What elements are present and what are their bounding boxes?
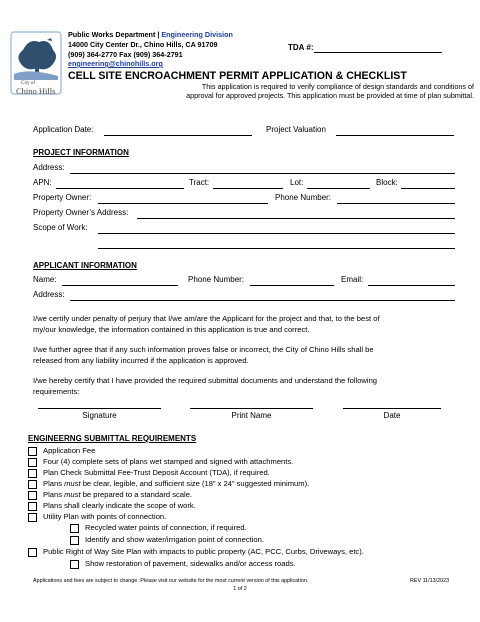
division-name: Engineering Division [161,30,233,39]
req-subitem-water-connection[interactable] [70,535,264,545]
logo-big-text: Chino Hills [16,86,56,96]
certify-paragraph-1 [33,314,453,335]
checkbox[interactable] [70,524,79,533]
page-title: CELL SITE ENCROACHMENT PERMIT APPLICATION & CHECKLIST [68,70,407,82]
req-item-utility-plan[interactable] [28,512,166,522]
project-valuation-label: Project Valuation [266,125,326,134]
req-label: Utility Plan with points of connection. [43,512,167,521]
date-label: Date [383,411,401,420]
applicant-phone-field[interactable] [250,285,334,286]
dept-line [68,30,233,39]
applicant-email-label: Email: [341,275,364,284]
checkbox[interactable] [70,560,79,569]
req-item-plan-sets[interactable] [28,457,293,467]
checkbox[interactable] [28,502,37,511]
certify-paragraph-3 [33,376,453,397]
req-item-application-fee[interactable] [28,446,95,456]
req-label: Identify and show water/irrigation point of connection. [85,535,264,544]
project-valuation-field[interactable] [336,135,454,136]
apn-field[interactable] [56,188,184,189]
dept-email-link[interactable]: engineering@chinohills.org [68,59,163,68]
lot-field[interactable] [307,188,370,189]
req-label-emphasis: must [64,479,81,488]
footer-revision: REV 11/13/2023 [410,578,450,584]
dept-name: Public Works Department [68,30,156,39]
checkbox[interactable] [28,491,37,500]
req-label: Show restoration of pavement, sidewalks and/or access roads. [85,559,296,568]
logo-small-text: City of [21,81,36,86]
date-field[interactable] [343,408,441,409]
req-label-emphasis: must [64,490,81,499]
req-item-plans-scale[interactable] [28,490,192,500]
footer-note: Applications and fees are subject to change. Please visit our website for the most current version of this application. [33,578,309,584]
checkbox[interactable] [28,447,37,456]
req-label: Recycled water points of connection, if required. [85,523,247,532]
application-date-field[interactable] [104,135,252,136]
requirements-title: ENGINEERNG SUBMITTAL REQUIREMENTS [28,434,197,443]
checkbox[interactable] [70,536,79,545]
subtitle-line-1: This application is required to verify compliance of design standards and conditions of [201,82,474,91]
req-item-plan-check-fee[interactable] [28,468,270,478]
applicant-email-field[interactable] [368,285,455,286]
project-address-field[interactable] [70,173,455,174]
certify-p1-line1: I/we certify under penalty of perjury that I/we am/are the Applicant for the project and that, to the best of [33,314,380,323]
block-field[interactable] [401,188,455,189]
subtitle-line-2: approval for approved projects. This application must be provided at time of plan submittal. [186,91,474,100]
certify-paragraph-2 [33,345,453,366]
owner-phone-field[interactable] [337,203,455,204]
applicant-info-title: APPLICANT INFORMATION [33,261,137,270]
block-label: Block: [376,178,398,187]
req-label-start: Plans [43,479,65,488]
applicant-address-field[interactable] [70,300,455,301]
city-logo [9,30,63,96]
checkbox[interactable] [28,548,37,557]
req-label: Public Right of Way Site Plan with impacts to public property (AC, PCC, Curbs, Driveways, etc). [43,547,364,556]
property-owner-label: Property Owner: [33,193,92,202]
scope-of-work-label: Scope of Work: [33,223,88,232]
req-label-rest: be clear, legible, and sufficient size (18” x 24” suggested minimum). [80,479,310,488]
property-owner-field[interactable] [98,203,268,204]
certify-p3-line2: requirements: [33,386,80,396]
owner-address-label: Property Owner’s Address: [33,208,129,217]
lot-label: Lot: [290,178,304,187]
signature-label: Signature [82,411,117,420]
req-item-scope[interactable] [28,501,196,511]
req-item-plans-legible[interactable] [28,479,309,489]
applicant-phone-label: Phone Number: [188,275,245,284]
req-label-rest: be prepared to a standard scale. [80,490,193,499]
certify-p1-line2: my/our knowledge, the information contained in this application is true and correct. [33,324,310,334]
applicant-name-label: Name: [33,275,57,284]
owner-address-field[interactable] [137,218,455,219]
checkbox[interactable] [28,458,37,467]
certify-p2-line1: I/we further agree that if any such information proves false or incorrect, the City of Chino Hills shall be [33,345,374,354]
scope-of-work-field-2[interactable] [98,248,455,249]
tda-field[interactable] [314,52,442,53]
req-label: Application Fee [43,446,96,455]
certify-p2-line2: released from any liability incurred if the application is approved. [33,355,249,365]
dept-address: 14000 City Center Dr., Chino Hills, CA 91709 [68,40,218,49]
req-label: Plans shall clearly indicate the scope of work. [43,501,196,510]
project-info-title: PROJECT INFORMATION [33,148,129,157]
req-label: Four (4) complete sets of plans wet stamped and signed with attachments. [43,457,294,466]
project-address-label: Address: [33,163,65,172]
applicant-name-field[interactable] [62,285,178,286]
checkbox[interactable] [28,513,37,522]
dept-phone: (909) 364-2770 Fax (909) 364-2791 [68,50,183,59]
req-label-start: Plans [43,490,65,499]
application-date-label: Application Date: [33,125,94,134]
dept-separator: | [155,30,162,39]
tract-label: Tract: [189,178,210,187]
checkbox[interactable] [28,480,37,489]
owner-phone-label: Phone Number: [275,193,332,202]
req-label: Plan Check Submittal Fee-Trust Deposit Account (TDA), if required. [43,468,270,477]
applicant-address-label: Address: [33,290,65,299]
footer-page-number: 1 of 2 [233,586,247,592]
tda-label: TDA #: [288,43,314,52]
checkbox[interactable] [28,469,37,478]
req-item-row-site-plan[interactable] [28,547,364,557]
certify-p3-line1: I/we hereby certify that I have provided the required submittal documents and understand the following [33,376,378,385]
req-subitem-restoration[interactable] [70,559,296,569]
signature-field[interactable] [38,408,161,409]
apn-label: APN: [33,178,52,187]
print-name-field[interactable] [190,408,313,409]
tract-field[interactable] [213,188,283,189]
scope-of-work-field-1[interactable] [98,233,455,234]
req-subitem-recycled-water[interactable] [70,523,247,533]
print-name-label: Print Name [231,411,272,420]
